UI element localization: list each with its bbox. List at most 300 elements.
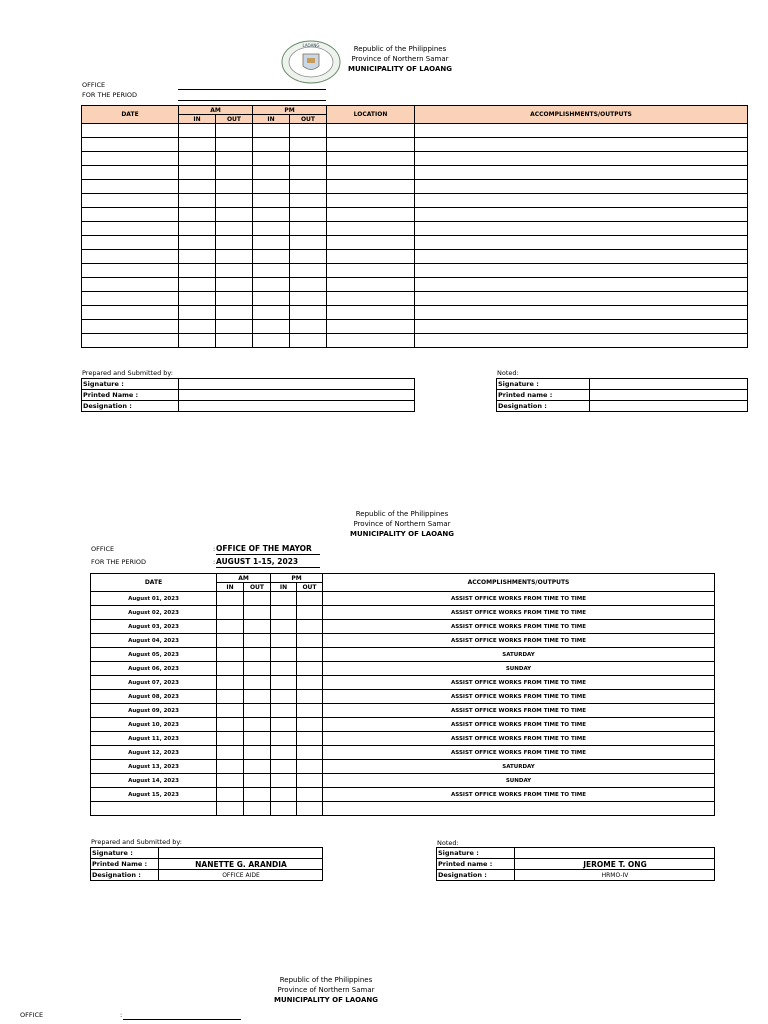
header-republic: Republic of the Philippines — [279, 976, 373, 984]
table-row — [91, 802, 715, 816]
date-cell[interactable]: August 01, 2023 — [91, 592, 217, 606]
am-out-cell[interactable] — [216, 194, 253, 208]
am-in-cell[interactable] — [179, 194, 216, 208]
location-cell[interactable] — [327, 208, 415, 222]
table-row — [91, 620, 715, 634]
table-row — [82, 292, 748, 306]
table-row — [91, 732, 715, 746]
form3-office-field[interactable] — [123, 1019, 241, 1020]
col-accomplishments: ACCOMPLISHMENTS/OUTPUTS — [415, 106, 748, 124]
pm-out-cell[interactable] — [297, 704, 323, 718]
am-out-cell[interactable] — [216, 278, 253, 292]
pm-in-cell[interactable] — [271, 620, 297, 634]
am-out-cell[interactable] — [216, 292, 253, 306]
accomplishment-cell[interactable] — [415, 334, 748, 348]
am-in-cell[interactable] — [217, 802, 244, 816]
pm-in-cell[interactable] — [253, 236, 290, 250]
pm-in-cell[interactable] — [271, 690, 297, 704]
pm-in-cell[interactable] — [253, 138, 290, 152]
am-in-cell[interactable] — [217, 592, 244, 606]
date-cell[interactable] — [82, 250, 179, 264]
accomplishment-cell[interactable] — [415, 278, 748, 292]
location-cell[interactable] — [327, 236, 415, 250]
accomplishment-cell[interactable] — [415, 166, 748, 180]
pm-out-cell[interactable] — [290, 306, 327, 320]
accomplishment-cell[interactable]: ASSIST OFFICE WORKS FROM TIME TO TIME — [323, 732, 715, 746]
accomplishment-cell[interactable] — [415, 180, 748, 194]
date-cell[interactable] — [91, 802, 217, 816]
pm-in-cell[interactable] — [271, 802, 297, 816]
accomplishment-cell[interactable] — [415, 306, 748, 320]
form2-prepared-label: Prepared and Submitted by: — [91, 838, 182, 846]
pm-out-cell[interactable] — [290, 334, 327, 348]
signature-label: Signature : — [82, 379, 179, 390]
pm-out-cell[interactable] — [297, 746, 323, 760]
form1-office-field[interactable] — [178, 89, 326, 90]
am-out-cell[interactable] — [244, 802, 271, 816]
am-in-cell[interactable] — [217, 606, 244, 620]
accomplishment-cell[interactable] — [415, 320, 748, 334]
pm-in-cell[interactable] — [271, 606, 297, 620]
date-cell[interactable]: August 05, 2023 — [91, 648, 217, 662]
accomplishment-cell[interactable]: ASSIST OFFICE WORKS FROM TIME TO TIME — [323, 704, 715, 718]
am-in-cell[interactable] — [217, 704, 244, 718]
am-out-cell[interactable] — [216, 152, 253, 166]
table-row — [91, 774, 715, 788]
designation-label: Designation : — [82, 401, 179, 412]
am-in-cell[interactable] — [179, 334, 216, 348]
pm-out-cell[interactable] — [290, 138, 327, 152]
pm-out-cell[interactable] — [297, 620, 323, 634]
col-pm-in: IN — [271, 583, 297, 592]
table-row — [82, 306, 748, 320]
table-row — [91, 592, 715, 606]
am-in-cell[interactable] — [217, 648, 244, 662]
form1-period-field[interactable] — [178, 100, 326, 101]
am-out-cell[interactable] — [216, 320, 253, 334]
pm-in-cell[interactable] — [271, 760, 297, 774]
date-cell[interactable] — [82, 208, 179, 222]
pm-in-cell[interactable] — [253, 320, 290, 334]
am-out-cell[interactable] — [216, 124, 253, 138]
date-cell[interactable]: August 10, 2023 — [91, 718, 217, 732]
am-in-cell[interactable] — [217, 732, 244, 746]
location-cell[interactable] — [327, 222, 415, 236]
accomplishment-cell[interactable] — [415, 124, 748, 138]
date-cell[interactable] — [82, 152, 179, 166]
am-in-cell[interactable] — [179, 236, 216, 250]
pm-in-cell[interactable] — [271, 592, 297, 606]
designation-label: Designation : — [497, 401, 590, 412]
am-in-cell[interactable] — [179, 292, 216, 306]
col-am-out: OUT — [244, 583, 271, 592]
form1-noted-table — [496, 378, 748, 412]
date-cell[interactable]: August 12, 2023 — [91, 746, 217, 760]
location-cell[interactable] — [327, 138, 415, 152]
am-in-cell[interactable] — [179, 152, 216, 166]
accomplishment-cell[interactable]: ASSIST OFFICE WORKS FROM TIME TO TIME — [323, 690, 715, 704]
printed-name-label: Printed Name : — [91, 859, 159, 870]
am-out-cell[interactable] — [216, 236, 253, 250]
location-cell[interactable] — [327, 264, 415, 278]
am-in-cell[interactable] — [217, 676, 244, 690]
am-out-cell[interactable] — [244, 592, 271, 606]
form2-period-colon: : — [213, 558, 216, 566]
pm-out-cell[interactable] — [290, 236, 327, 250]
am-in-cell[interactable] — [217, 746, 244, 760]
am-out-cell[interactable] — [216, 180, 253, 194]
date-cell[interactable]: August 15, 2023 — [91, 788, 217, 802]
pm-out-cell[interactable] — [290, 152, 327, 166]
date-cell[interactable] — [82, 166, 179, 180]
am-in-cell[interactable] — [217, 718, 244, 732]
pm-in-cell[interactable] — [253, 222, 290, 236]
form2-office-field[interactable] — [216, 544, 320, 555]
pm-in-cell[interactable] — [253, 334, 290, 348]
pm-out-cell[interactable] — [290, 278, 327, 292]
table-row — [91, 704, 715, 718]
signature-field[interactable] — [179, 379, 415, 390]
date-cell[interactable] — [82, 306, 179, 320]
form1-noted-label: Noted: — [497, 369, 519, 377]
table-row — [91, 746, 715, 760]
form1-period-label: FOR THE PERIOD — [82, 91, 138, 99]
accomplishment-cell[interactable] — [415, 208, 748, 222]
accomplishment-cell[interactable] — [415, 194, 748, 208]
table-row — [82, 320, 748, 334]
am-out-cell[interactable] — [216, 264, 253, 278]
pm-in-cell[interactable] — [271, 788, 297, 802]
am-out-cell[interactable] — [216, 306, 253, 320]
accomplishment-cell[interactable]: ASSIST OFFICE WORKS FROM TIME TO TIME — [323, 620, 715, 634]
am-in-cell[interactable] — [217, 774, 244, 788]
table-row — [82, 334, 748, 348]
am-in-cell[interactable] — [179, 278, 216, 292]
am-in-cell[interactable] — [179, 208, 216, 222]
pm-out-cell[interactable] — [297, 606, 323, 620]
designation-label: Designation : — [91, 870, 159, 881]
accomplishment-cell[interactable]: ASSIST OFFICE WORKS FROM TIME TO TIME — [323, 718, 715, 732]
location-cell[interactable] — [327, 320, 415, 334]
pm-out-cell[interactable] — [297, 802, 323, 816]
form2-prepared-table — [90, 847, 323, 881]
table-row — [91, 606, 715, 620]
pm-out-cell[interactable] — [297, 634, 323, 648]
am-in-cell[interactable] — [179, 306, 216, 320]
date-cell[interactable] — [82, 194, 179, 208]
am-out-cell[interactable] — [244, 732, 271, 746]
date-cell[interactable] — [82, 138, 179, 152]
col-am: AM — [217, 574, 271, 583]
header-municipality: MUNICIPALITY OF LAOANG — [350, 530, 454, 538]
accomplishment-cell[interactable]: ASSIST OFFICE WORKS FROM TIME TO TIME — [323, 592, 715, 606]
pm-out-cell[interactable] — [290, 222, 327, 236]
date-cell[interactable] — [82, 278, 179, 292]
am-in-cell[interactable] — [179, 250, 216, 264]
pm-in-cell[interactable] — [253, 264, 290, 278]
pm-in-cell[interactable] — [271, 676, 297, 690]
date-cell[interactable] — [82, 320, 179, 334]
am-in-cell[interactable] — [179, 222, 216, 236]
accomplishment-cell[interactable]: ASSIST OFFICE WORKS FROM TIME TO TIME — [323, 746, 715, 760]
signature-field[interactable] — [590, 379, 748, 390]
accomplishment-cell[interactable]: SUNDAY — [323, 774, 715, 788]
signature-label: Signature : — [437, 848, 515, 859]
header-province: Province of Northern Samar — [277, 986, 375, 994]
am-in-cell[interactable] — [217, 690, 244, 704]
am-out-cell[interactable] — [244, 788, 271, 802]
date-cell[interactable]: August 14, 2023 — [91, 774, 217, 788]
date-cell[interactable]: August 07, 2023 — [91, 676, 217, 690]
date-cell[interactable]: August 08, 2023 — [91, 690, 217, 704]
am-in-cell[interactable] — [217, 634, 244, 648]
date-cell[interactable]: August 09, 2023 — [91, 704, 217, 718]
location-cell[interactable] — [327, 152, 415, 166]
printed-name-field[interactable] — [590, 390, 748, 401]
date-cell[interactable] — [82, 334, 179, 348]
am-out-cell[interactable] — [216, 208, 253, 222]
accomplishment-cell[interactable] — [415, 250, 748, 264]
col-am: AM — [179, 106, 253, 115]
accomplishment-cell[interactable] — [415, 236, 748, 250]
pm-in-cell[interactable] — [253, 208, 290, 222]
pm-out-cell[interactable] — [297, 648, 323, 662]
location-cell[interactable] — [327, 306, 415, 320]
location-cell[interactable] — [327, 334, 415, 348]
designation-field[interactable] — [590, 401, 748, 412]
table-row — [82, 124, 748, 138]
pm-in-cell[interactable] — [271, 732, 297, 746]
am-in-cell[interactable] — [179, 320, 216, 334]
pm-out-cell[interactable] — [297, 662, 323, 676]
printed-name-field[interactable] — [179, 390, 415, 401]
form1-header — [330, 44, 470, 74]
accomplishment-cell[interactable]: ASSIST OFFICE WORKS FROM TIME TO TIME — [323, 788, 715, 802]
location-cell[interactable] — [327, 180, 415, 194]
header-province: Province of Northern Samar — [351, 55, 449, 63]
am-in-cell[interactable] — [217, 662, 244, 676]
signature-field[interactable] — [515, 848, 715, 859]
designation-field[interactable]: OFFICE AIDE — [159, 870, 323, 881]
table-row — [82, 194, 748, 208]
header-municipality: MUNICIPALITY OF LAOANG — [348, 65, 452, 73]
date-cell[interactable] — [82, 180, 179, 194]
table-row — [91, 690, 715, 704]
form3-office-colon: : — [120, 1011, 123, 1019]
header-republic: Republic of the Philippines — [353, 45, 447, 53]
accomplishment-cell[interactable]: SUNDAY — [323, 662, 715, 676]
pm-out-cell[interactable] — [290, 292, 327, 306]
accomplishment-cell[interactable] — [415, 138, 748, 152]
accomplishment-cell[interactable]: SATURDAY — [323, 648, 715, 662]
date-cell[interactable]: August 13, 2023 — [91, 760, 217, 774]
form2-period-field[interactable] — [216, 557, 320, 568]
col-date: DATE — [82, 106, 179, 124]
am-out-cell[interactable] — [216, 250, 253, 264]
col-pm: PM — [253, 106, 327, 115]
pm-in-cell[interactable] — [271, 746, 297, 760]
date-cell[interactable] — [82, 292, 179, 306]
table-row — [82, 250, 748, 264]
location-cell[interactable] — [327, 124, 415, 138]
col-am-out: OUT — [216, 115, 253, 124]
pm-out-cell[interactable] — [297, 718, 323, 732]
am-out-cell[interactable] — [244, 718, 271, 732]
table-row — [82, 166, 748, 180]
location-cell[interactable] — [327, 194, 415, 208]
accomplishment-cell[interactable] — [323, 802, 715, 816]
pm-out-cell[interactable] — [290, 180, 327, 194]
signature-label: Signature : — [91, 848, 159, 859]
am-in-cell[interactable] — [179, 264, 216, 278]
pm-out-cell[interactable] — [290, 208, 327, 222]
designation-field[interactable] — [179, 401, 415, 412]
am-in-cell[interactable] — [217, 760, 244, 774]
accomplishment-cell[interactable] — [415, 222, 748, 236]
table-row — [91, 634, 715, 648]
header-republic: Republic of the Philippines — [355, 510, 449, 518]
date-cell[interactable]: August 06, 2023 — [91, 662, 217, 676]
am-out-cell[interactable] — [244, 648, 271, 662]
pm-out-cell[interactable] — [297, 690, 323, 704]
accomplishment-cell[interactable] — [415, 292, 748, 306]
form1-table — [81, 105, 748, 348]
pm-out-cell[interactable] — [297, 676, 323, 690]
date-cell[interactable]: August 11, 2023 — [91, 732, 217, 746]
am-out-cell[interactable] — [244, 634, 271, 648]
am-in-cell[interactable] — [179, 166, 216, 180]
pm-in-cell[interactable] — [253, 250, 290, 264]
signature-label: Signature : — [497, 379, 590, 390]
am-out-cell[interactable] — [244, 620, 271, 634]
location-cell[interactable] — [327, 278, 415, 292]
am-out-cell[interactable] — [216, 222, 253, 236]
am-in-cell[interactable] — [217, 620, 244, 634]
printed-name-field[interactable]: JEROME T. ONG — [515, 859, 715, 870]
pm-in-cell[interactable] — [253, 152, 290, 166]
pm-out-cell[interactable] — [290, 250, 327, 264]
form1-office-label: OFFICE — [82, 81, 106, 89]
table-row — [91, 676, 715, 690]
pm-in-cell[interactable] — [271, 648, 297, 662]
am-out-cell[interactable] — [244, 746, 271, 760]
office-value: OFFICE OF THE MAYOR — [216, 544, 312, 553]
pm-in-cell[interactable] — [253, 292, 290, 306]
accomplishment-cell[interactable] — [415, 264, 748, 278]
col-location: LOCATION — [327, 106, 415, 124]
pm-in-cell[interactable] — [271, 634, 297, 648]
am-out-cell[interactable] — [244, 606, 271, 620]
pm-out-cell[interactable] — [290, 194, 327, 208]
pm-out-cell[interactable] — [290, 320, 327, 334]
accomplishment-cell[interactable]: ASSIST OFFICE WORKS FROM TIME TO TIME — [323, 676, 715, 690]
am-out-cell[interactable] — [244, 676, 271, 690]
designation-label: Designation : — [437, 870, 515, 881]
form2-noted-label: Noted: — [437, 839, 459, 847]
table-row — [82, 208, 748, 222]
table-row — [82, 222, 748, 236]
col-pm-out: OUT — [297, 583, 323, 592]
am-in-cell[interactable] — [179, 138, 216, 152]
pm-in-cell[interactable] — [253, 306, 290, 320]
date-cell[interactable]: August 04, 2023 — [91, 634, 217, 648]
date-cell[interactable] — [82, 222, 179, 236]
location-cell[interactable] — [327, 250, 415, 264]
table-row — [82, 180, 748, 194]
pm-out-cell[interactable] — [290, 124, 327, 138]
accomplishment-cell[interactable]: ASSIST OFFICE WORKS FROM TIME TO TIME — [323, 606, 715, 620]
pm-out-cell[interactable] — [297, 760, 323, 774]
col-pm-in: IN — [253, 115, 290, 124]
designation-field[interactable]: HRMO-IV — [515, 870, 715, 881]
form2-header — [332, 509, 472, 539]
col-accomplishments: ACCOMPLISHMENTS/OUTPUTS — [323, 574, 715, 592]
table-row — [91, 662, 715, 676]
am-out-cell[interactable] — [244, 774, 271, 788]
accomplishment-cell[interactable]: SATURDAY — [323, 760, 715, 774]
date-cell[interactable] — [82, 236, 179, 250]
location-cell[interactable] — [327, 292, 415, 306]
date-cell[interactable] — [82, 124, 179, 138]
pm-in-cell[interactable] — [253, 180, 290, 194]
table-row — [91, 718, 715, 732]
date-cell[interactable]: August 03, 2023 — [91, 620, 217, 634]
table-row — [82, 264, 748, 278]
am-out-cell[interactable] — [244, 690, 271, 704]
table-row — [91, 788, 715, 802]
pm-out-cell[interactable] — [297, 592, 323, 606]
am-in-cell[interactable] — [179, 124, 216, 138]
form1-prepared-label: Prepared and Submitted by: — [82, 369, 173, 377]
pm-out-cell[interactable] — [297, 788, 323, 802]
am-out-cell[interactable] — [244, 662, 271, 676]
printed-name-label: Printed name : — [437, 859, 515, 870]
table-row — [82, 236, 748, 250]
form2-office-colon: : — [213, 545, 216, 553]
form1-prepared-table — [81, 378, 415, 412]
date-cell[interactable]: August 02, 2023 — [91, 606, 217, 620]
am-out-cell[interactable] — [244, 760, 271, 774]
header-municipality: MUNICIPALITY OF LAOANG — [274, 996, 378, 1004]
pm-in-cell[interactable] — [253, 194, 290, 208]
col-am-in: IN — [179, 115, 216, 124]
accomplishment-cell[interactable]: ASSIST OFFICE WORKS FROM TIME TO TIME — [323, 634, 715, 648]
pm-in-cell[interactable] — [271, 774, 297, 788]
pm-in-cell[interactable] — [271, 704, 297, 718]
signature-field[interactable] — [159, 848, 323, 859]
location-cell[interactable] — [327, 166, 415, 180]
printed-name-field[interactable]: NANETTE G. ARANDIA — [159, 859, 323, 870]
am-out-cell[interactable] — [216, 334, 253, 348]
am-out-cell[interactable] — [216, 166, 253, 180]
am-in-cell[interactable] — [179, 180, 216, 194]
am-out-cell[interactable] — [244, 704, 271, 718]
pm-in-cell[interactable] — [253, 124, 290, 138]
pm-out-cell[interactable] — [297, 732, 323, 746]
accomplishment-cell[interactable] — [415, 152, 748, 166]
pm-in-cell[interactable] — [271, 718, 297, 732]
pm-in-cell[interactable] — [271, 662, 297, 676]
pm-out-cell[interactable] — [290, 166, 327, 180]
date-cell[interactable] — [82, 264, 179, 278]
pm-out-cell[interactable] — [290, 264, 327, 278]
am-in-cell[interactable] — [217, 788, 244, 802]
col-date: DATE — [91, 574, 217, 592]
am-out-cell[interactable] — [216, 138, 253, 152]
pm-in-cell[interactable] — [253, 278, 290, 292]
pm-out-cell[interactable] — [297, 774, 323, 788]
pm-in-cell[interactable] — [253, 166, 290, 180]
